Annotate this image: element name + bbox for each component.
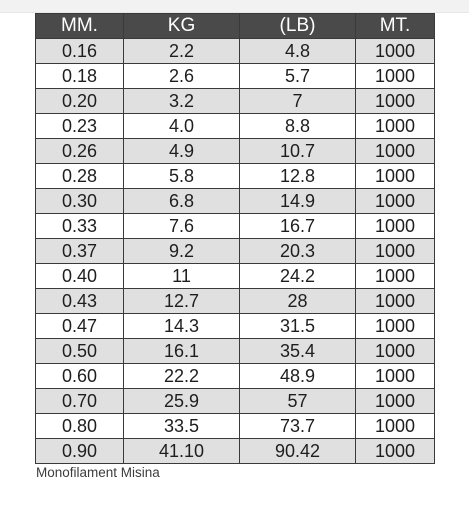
cell-lb: 90.42 (240, 439, 356, 464)
table-row (36, 114, 435, 139)
cell-lb: 24.2 (240, 264, 356, 289)
cell-lb: 16.7 (240, 214, 356, 239)
cell-mm: 0.23 (36, 114, 124, 139)
cell-lb: 73.7 (240, 414, 356, 439)
cell-kg: 12.7 (124, 289, 240, 314)
cell-mt: 1000 (356, 39, 435, 64)
caption: Monofilament Misina (36, 465, 160, 480)
cell-kg: 22.2 (124, 364, 240, 389)
cell-lb: 31.5 (240, 314, 356, 339)
cell-mm: 0.26 (36, 139, 124, 164)
table-row (36, 239, 435, 264)
cell-mt: 1000 (356, 64, 435, 89)
table-row (36, 414, 435, 439)
cell-lb: 12.8 (240, 164, 356, 189)
cell-kg: 6.8 (124, 189, 240, 214)
cell-mt: 1000 (356, 414, 435, 439)
cell-kg: 4.9 (124, 139, 240, 164)
table-row (36, 439, 435, 464)
cell-mt: 1000 (356, 364, 435, 389)
header-mt: MT. (356, 14, 435, 39)
cell-kg: 9.2 (124, 239, 240, 264)
cell-mt: 1000 (356, 139, 435, 164)
header-kg: KG (124, 14, 240, 39)
table-row (36, 39, 435, 64)
table-row (36, 289, 435, 314)
cell-mt: 1000 (356, 189, 435, 214)
cell-mm: 0.47 (36, 314, 124, 339)
table-row (36, 264, 435, 289)
cell-mm: 0.28 (36, 164, 124, 189)
table-row (36, 64, 435, 89)
cell-mm: 0.90 (36, 439, 124, 464)
cell-lb: 28 (240, 289, 356, 314)
cell-kg: 14.3 (124, 314, 240, 339)
cell-lb: 48.9 (240, 364, 356, 389)
cell-mt: 1000 (356, 439, 435, 464)
cell-lb: 7 (240, 89, 356, 114)
cell-kg: 4.0 (124, 114, 240, 139)
spec-table-container (35, 13, 435, 464)
table-row (36, 389, 435, 414)
top-cropped-strip (0, 0, 469, 13)
cell-lb: 5.7 (240, 64, 356, 89)
table-row (36, 164, 435, 189)
cell-kg: 2.2 (124, 39, 240, 64)
cell-lb: 4.8 (240, 39, 356, 64)
table-row (36, 364, 435, 389)
table-row (36, 339, 435, 364)
cell-mt: 1000 (356, 89, 435, 114)
cell-mm: 0.80 (36, 414, 124, 439)
cell-mt: 1000 (356, 239, 435, 264)
cell-mm: 0.70 (36, 389, 124, 414)
cell-mt: 1000 (356, 264, 435, 289)
table-row (36, 139, 435, 164)
table-row (36, 314, 435, 339)
cell-kg: 16.1 (124, 339, 240, 364)
header-mm: MM. (36, 14, 124, 39)
cell-lb: 20.3 (240, 239, 356, 264)
cell-mt: 1000 (356, 339, 435, 364)
cell-mt: 1000 (356, 214, 435, 239)
cell-mm: 0.43 (36, 289, 124, 314)
cell-mm: 0.33 (36, 214, 124, 239)
cell-kg: 7.6 (124, 214, 240, 239)
cell-lb: 10.7 (240, 139, 356, 164)
cell-mm: 0.50 (36, 339, 124, 364)
cell-lb: 57 (240, 389, 356, 414)
cell-mt: 1000 (356, 114, 435, 139)
cell-kg: 33.5 (124, 414, 240, 439)
cell-kg: 41.10 (124, 439, 240, 464)
cell-mt: 1000 (356, 314, 435, 339)
cell-kg: 2.6 (124, 64, 240, 89)
cell-kg: 3.2 (124, 89, 240, 114)
spec-table (35, 13, 435, 464)
cell-lb: 35.4 (240, 339, 356, 364)
cell-mm: 0.16 (36, 39, 124, 64)
cell-mt: 1000 (356, 389, 435, 414)
cell-mm: 0.30 (36, 189, 124, 214)
cell-lb: 14.9 (240, 189, 356, 214)
header-lb: (LB) (240, 14, 356, 39)
cell-mt: 1000 (356, 164, 435, 189)
cell-lb: 8.8 (240, 114, 356, 139)
table-row (36, 189, 435, 214)
table-body (36, 39, 435, 464)
table-header-row (36, 14, 435, 39)
cell-mm: 0.40 (36, 264, 124, 289)
cell-mm: 0.18 (36, 64, 124, 89)
table-row (36, 214, 435, 239)
cell-mm: 0.37 (36, 239, 124, 264)
cell-kg: 25.9 (124, 389, 240, 414)
table-row (36, 89, 435, 114)
cell-mt: 1000 (356, 289, 435, 314)
cell-kg: 5.8 (124, 164, 240, 189)
cell-kg: 11 (124, 264, 240, 289)
cell-mm: 0.20 (36, 89, 124, 114)
cell-mm: 0.60 (36, 364, 124, 389)
